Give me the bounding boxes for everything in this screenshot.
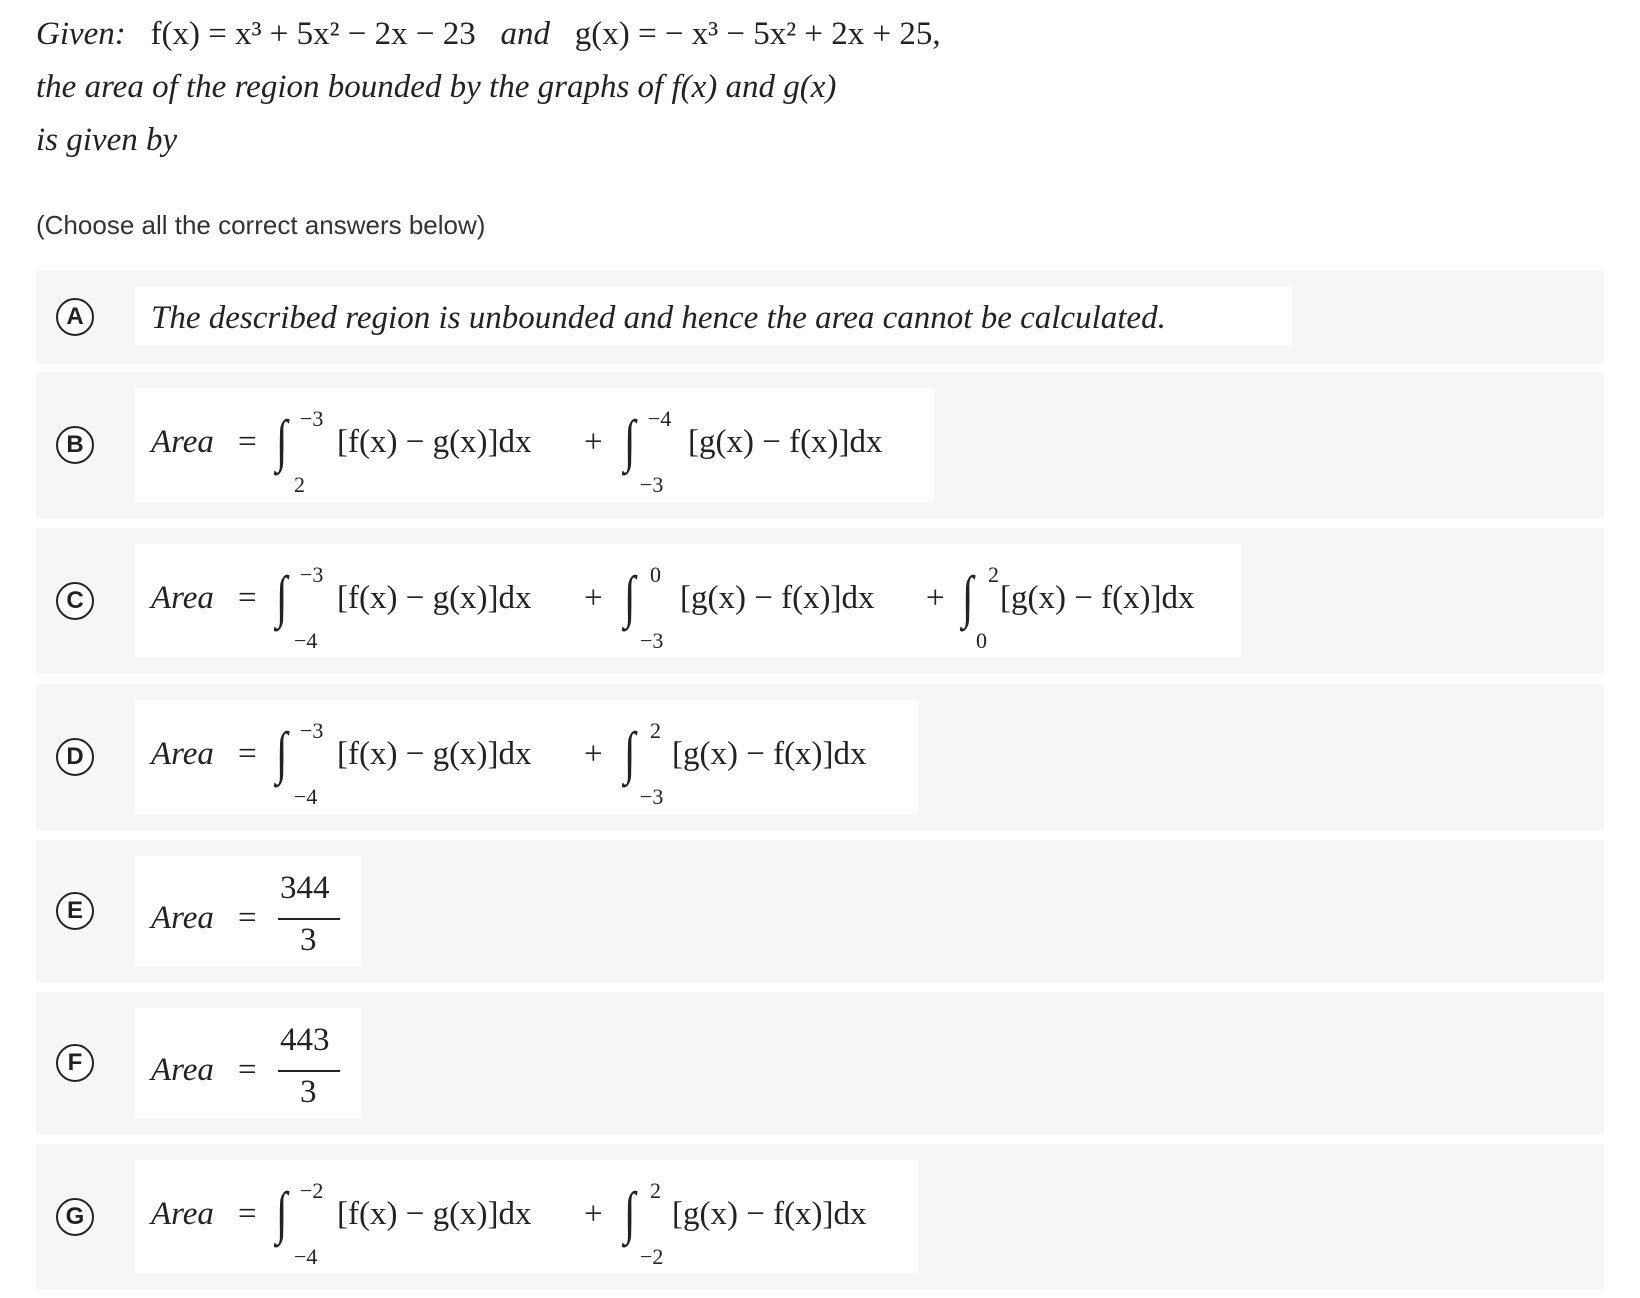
integral-sign: ∫ xyxy=(276,408,288,473)
and-word: and xyxy=(500,16,550,52)
answer-option-e[interactable] xyxy=(36,840,1604,982)
area-label: Area xyxy=(151,736,214,772)
equals-sign: = xyxy=(238,900,257,936)
option-g-content xyxy=(134,1160,918,1274)
plus-sign: + xyxy=(584,580,603,616)
plus-sign: + xyxy=(584,736,603,772)
upper-limit: 0 xyxy=(650,562,661,587)
question-line-3: is given by xyxy=(36,122,178,158)
fraction-denominator: 3 xyxy=(300,922,317,958)
answer-option-d[interactable] xyxy=(36,684,1604,830)
area-label: Area xyxy=(151,1052,214,1088)
integrand: [g(x) − f(x)]dx xyxy=(672,736,867,772)
integrand: [g(x) − f(x)]dx xyxy=(688,424,883,460)
integrand: [g(x) − f(x)]dx xyxy=(1000,580,1195,616)
plus-sign: + xyxy=(584,424,603,460)
fraction-denominator: 3 xyxy=(300,1074,317,1110)
option-letter-g[interactable]: G xyxy=(56,1198,94,1236)
question-line-2: the area of the region bounded by the graphs of f(x) and g(x) xyxy=(36,69,837,105)
lower-limit: 0 xyxy=(976,628,987,653)
instruction-text: (Choose all the correct answers below) xyxy=(36,210,486,240)
option-letter-e[interactable]: E xyxy=(56,892,94,930)
plus-sign: + xyxy=(584,1196,603,1232)
upper-limit: 2 xyxy=(650,718,661,743)
g-definition: g(x) = − x³ − 5x² + 2x + 25, xyxy=(574,16,941,52)
lower-limit: −3 xyxy=(640,628,664,653)
upper-limit: −4 xyxy=(648,406,672,431)
area-label: Area xyxy=(151,580,214,616)
answer-option-a[interactable] xyxy=(36,270,1604,364)
given-label: Given: xyxy=(36,16,126,52)
integral-sign: ∫ xyxy=(276,720,288,785)
fraction-bar xyxy=(278,918,340,920)
option-a-content xyxy=(134,286,1292,346)
integral-sign: ∫ xyxy=(276,564,288,629)
integrand: [f(x) − g(x)]dx xyxy=(337,1196,532,1232)
integral-sign: ∫ xyxy=(624,1180,636,1245)
option-e-content xyxy=(134,856,362,966)
f-definition: f(x) = x³ + 5x² − 2x − 23 xyxy=(150,16,476,52)
answer-option-c[interactable] xyxy=(36,528,1604,674)
area-label: Area xyxy=(151,1196,214,1232)
equals-sign: = xyxy=(238,736,257,772)
plus-sign: + xyxy=(926,580,945,616)
lower-limit: −3 xyxy=(640,472,664,497)
area-label: Area xyxy=(151,900,214,936)
option-c-content xyxy=(134,544,1242,658)
answer-option-g[interactable] xyxy=(36,1144,1604,1290)
upper-limit: −3 xyxy=(300,406,324,431)
area-label: Area xyxy=(151,424,214,460)
integral-sign: ∫ xyxy=(276,1180,288,1245)
option-f-content xyxy=(134,1008,362,1118)
integrand: [g(x) − f(x)]dx xyxy=(672,1196,867,1232)
option-d-content xyxy=(134,700,918,814)
option-letter-b[interactable]: B xyxy=(56,426,94,464)
option-b-content xyxy=(134,388,934,502)
integral-sign: ∫ xyxy=(624,408,636,473)
integrand: [f(x) − g(x)]dx xyxy=(337,736,532,772)
option-a-text: The described region is unbounded and hence the area cannot be calculated. xyxy=(151,300,1166,336)
equals-sign: = xyxy=(238,1052,257,1088)
option-letter-f[interactable]: F xyxy=(56,1044,94,1082)
upper-limit: −2 xyxy=(300,1178,324,1203)
integral-sign: ∫ xyxy=(624,564,636,629)
integral-sign: ∫ xyxy=(624,720,636,785)
lower-limit: −3 xyxy=(640,784,664,809)
lower-limit: −2 xyxy=(640,1244,664,1269)
integral-sign: ∫ xyxy=(962,564,974,629)
lower-limit: −4 xyxy=(294,1244,318,1269)
answer-option-b[interactable] xyxy=(36,372,1604,518)
question-text xyxy=(36,8,941,167)
fraction-numerator: 443 xyxy=(280,1022,330,1058)
option-letter-c[interactable]: C xyxy=(56,582,94,620)
lower-limit: −4 xyxy=(294,628,318,653)
upper-limit: 2 xyxy=(988,562,999,587)
lower-limit: −4 xyxy=(294,784,318,809)
fraction-bar xyxy=(278,1070,340,1072)
upper-limit: −3 xyxy=(300,718,324,743)
upper-limit: −3 xyxy=(300,562,324,587)
equals-sign: = xyxy=(238,580,257,616)
lower-limit: 2 xyxy=(294,472,305,497)
question-line-1 xyxy=(36,8,941,61)
upper-limit: 2 xyxy=(650,1178,661,1203)
option-letter-d[interactable]: D xyxy=(56,738,94,776)
answer-option-f[interactable] xyxy=(36,992,1604,1134)
integrand: [f(x) − g(x)]dx xyxy=(337,424,532,460)
equals-sign: = xyxy=(238,1196,257,1232)
integrand: [g(x) − f(x)]dx xyxy=(680,580,875,616)
integrand: [f(x) − g(x)]dx xyxy=(337,580,532,616)
equals-sign: = xyxy=(238,424,257,460)
fraction-numerator: 344 xyxy=(280,870,330,906)
option-letter-a[interactable]: A xyxy=(56,298,94,336)
